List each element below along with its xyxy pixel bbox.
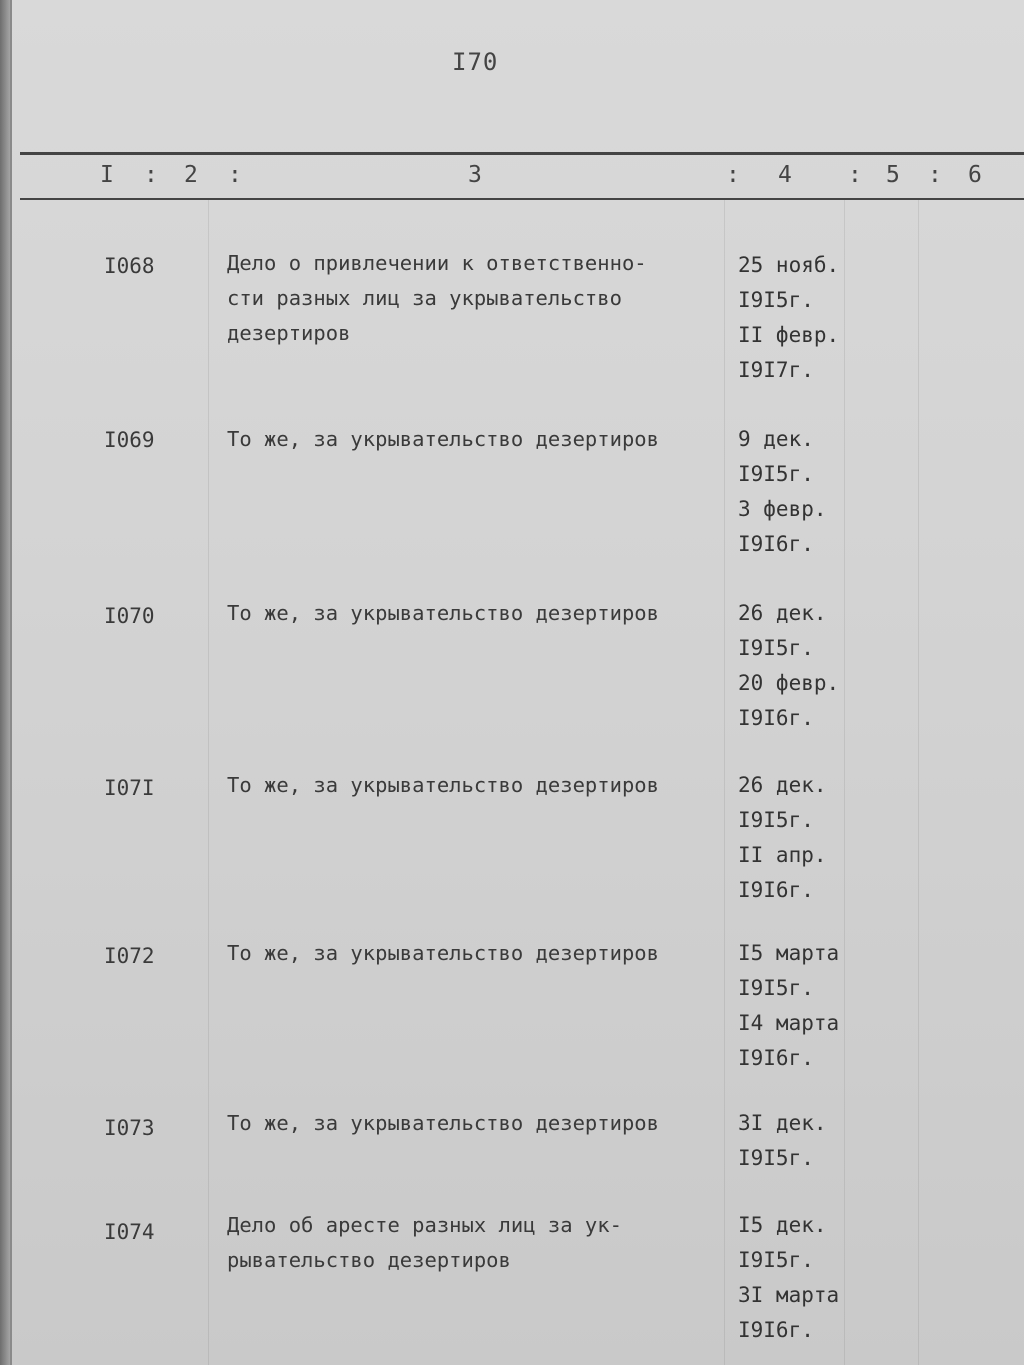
date-line: I9I6г. <box>738 1046 814 1070</box>
file-title <box>227 1106 727 1141</box>
date-line: 26 дек. <box>738 773 827 797</box>
header-col-1: I <box>100 162 114 188</box>
date-line: I9I5г. <box>738 976 814 1000</box>
date-line: II апр. <box>738 843 827 867</box>
file-number: I074 <box>104 1220 155 1244</box>
header-col-3: 3 <box>468 162 482 188</box>
date-line: 26 дек. <box>738 601 827 625</box>
date-line: I9I5г. <box>738 462 814 486</box>
header-separator: : <box>928 162 942 188</box>
date-line: II февр. <box>738 323 840 347</box>
title-line: рывательство дезертиров <box>227 1248 511 1272</box>
title-line: То же, за укрывательство дезертиров <box>227 773 659 797</box>
header-separator: : <box>726 162 740 188</box>
date-line: I9I5г. <box>738 1248 814 1272</box>
title-line: То же, за укрывательство дезертиров <box>227 427 659 451</box>
title-line: Дело об аресте разных лиц за ук- <box>227 1213 622 1237</box>
page-number: I70 <box>452 48 499 76</box>
file-number: I073 <box>104 1116 155 1140</box>
header-col-6: 6 <box>968 162 982 188</box>
title-line: То же, за укрывательство дезертиров <box>227 1111 659 1135</box>
file-dates <box>738 422 827 562</box>
title-line: сти разных лиц за укрывательство <box>227 286 622 310</box>
date-line: I9I5г. <box>738 288 814 312</box>
date-line: 20 февр. <box>738 671 840 695</box>
header-top-rule <box>20 152 1024 155</box>
date-line: 3I марта <box>738 1283 840 1307</box>
date-line: 3 февр. <box>738 497 827 521</box>
archive-inventory-page <box>10 0 1024 1365</box>
file-number: I068 <box>104 254 155 278</box>
date-line: I9I6г. <box>738 532 814 556</box>
file-dates <box>738 248 839 388</box>
header-separator: : <box>848 162 862 188</box>
file-dates <box>738 1208 839 1348</box>
header-col-4: 4 <box>778 162 792 188</box>
file-dates <box>738 768 827 908</box>
file-dates <box>738 936 839 1076</box>
date-line: I9I5г. <box>738 636 814 660</box>
header-col-2: 2 <box>184 162 198 188</box>
date-line: 25 нояб. <box>738 253 840 277</box>
header-separator: : <box>228 162 242 188</box>
file-title <box>227 422 727 457</box>
file-title <box>227 246 727 351</box>
header-col-5: 5 <box>886 162 900 188</box>
date-line: I5 марта <box>738 941 840 965</box>
column-divider <box>844 200 845 1365</box>
date-line: I9I6г. <box>738 878 814 902</box>
book-binding <box>0 0 10 1365</box>
file-title <box>227 1208 727 1278</box>
title-line: дезертиров <box>227 321 351 345</box>
file-number: I072 <box>104 944 155 968</box>
date-line: I5 дек. <box>738 1213 827 1237</box>
title-line: То же, за укрывательство дезертиров <box>227 601 659 625</box>
date-line: I9I5г. <box>738 808 814 832</box>
file-number: I069 <box>104 428 155 452</box>
date-line: I9I6г. <box>738 706 814 730</box>
header-bottom-rule <box>20 198 1024 200</box>
column-divider <box>918 200 919 1365</box>
file-dates <box>738 1106 827 1176</box>
file-title <box>227 768 727 803</box>
file-number: I07I <box>104 776 155 800</box>
column-header <box>12 162 1024 192</box>
title-line: Дело о привлечении к ответственно- <box>227 251 647 275</box>
date-line: I9I5г. <box>738 1146 814 1170</box>
file-title <box>227 936 727 971</box>
file-dates <box>738 596 839 736</box>
date-line: I9I6г. <box>738 1318 814 1342</box>
date-line: I4 марта <box>738 1011 840 1035</box>
column-divider <box>208 200 209 1365</box>
date-line: 3I дек. <box>738 1111 827 1135</box>
date-line: I9I7г. <box>738 358 814 382</box>
header-separator: : <box>144 162 158 188</box>
date-line: 9 дек. <box>738 427 814 451</box>
file-number: I070 <box>104 604 155 628</box>
title-line: То же, за укрывательство дезертиров <box>227 941 659 965</box>
file-title <box>227 596 727 631</box>
